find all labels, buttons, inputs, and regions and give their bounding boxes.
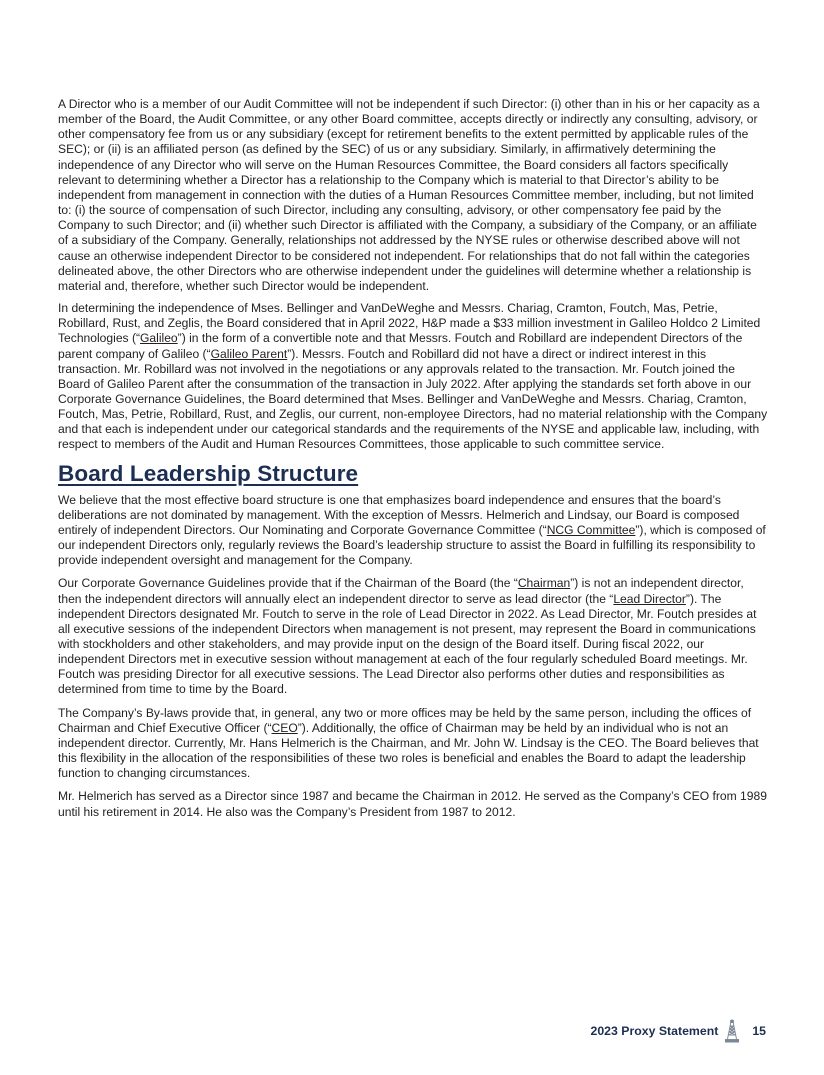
page-content	[58, 97, 768, 827]
defined-term-galileo: Galileo	[140, 331, 178, 346]
page-number: 15	[752, 1024, 766, 1038]
paragraph-audit-committee-independence: A Director who is a member of our Audit Committee will not be independent if such Director: (i) other than in his or her capacity as a member of the Board, the Audit Committee, or any other Board committee, accepts directly or indirectly any consulting, advisory, or other compensatory fee from us or any subsidiary (except for retirement benefits to the extent permitted by applicable rules of the SEC); or (ii) is an affiliated person (as defined by the SEC) of us or any subsidiary. Similarly, in affirmatively determining the independence of any Director who will serve on the Human Resources Committee, the Board considers all factors specifically relevant to determining whether a Director has a relationship to the Company which is material to that Director’s ability to be independent from management in connection with the duties of a Human Resources Committee member, including, but not limited to: (i) the source of compensation of such Director, including any consulting, advisory, or other compensatory fee paid by the Company to such Director; and (ii) whether such Director is affiliated with the Company, a subsidiary of the Company, or an affiliate of a subsidiary of the Company. Generally, relationships not addressed by the NYSE rules or otherwise described above will not cause an otherwise independent Director to be considered not independent. For relationships that do not fall within the categories delineated above, the other Directors who are otherwise independent under the guidelines will determine whether a relationship is material and, therefore, whether such Director would be independent.	[58, 97, 760, 293]
defined-term-ceo: CEO	[271, 720, 298, 735]
defined-term-galileo-parent: Galileo Parent	[210, 346, 288, 361]
paragraph-bylaws-offices: The Company’s By-laws provide that, in general, any two or more offices may be held by the same person, including the offices of Chairman and Chief Executive Officer (“CEO”). Additionally, the office of Chairman may be held by an individual who is not an independent director. Currently, Mr. Hans Helmerich is the Chairman, and Mr. John W. Lindsay is the CEO. The Board believes that this flexibility in the allocation of the responsibilities of these two roles is beneficial and enables the Board to adapt the leadership function to changing circumstances.	[58, 705, 759, 781]
page-footer	[590, 1018, 766, 1044]
paragraph-helmerich-service: Mr. Helmerich has served as a Director since 1987 and became the Chairman in 2012. He served as the Company’s CEO from 1989 until his retirement in 2014. He also was the Company’s President from 1987 to 2012.	[58, 789, 767, 819]
defined-term-ncg-committee: NCG Committee	[546, 522, 636, 537]
paragraph-lead-director: Our Corporate Governance Guidelines provide that if the Chairman of the Board (the “Chairman”) is not an independent director, then the independent directors will annually elect an independent director to serve as lead director (the “Lead Director”). The independent Directors designated Mr. Foutch to serve in the role of Lead Director in 2022. As Lead Director, Mr. Foutch presides at all executive sessions of the independent Directors when management is not present, may represent the Board in communications with stockholders and other stakeholders, and may provide input on the design of the Board itself. During fiscal 2022, our independent Directors met in executive session without management at each of the four regularly scheduled Board meetings. Mr. Foutch was presiding Director for all executive sessions. The Lead Director also performs other duties and responsibilities as determined from time to time by the Board.	[58, 576, 757, 697]
defined-term-lead-director: Lead Director	[613, 591, 686, 606]
paragraph-board-structure: We believe that the most effective board structure is one that emphasizes board independence and ensures that the board’s deliberations are not dominated by management. With the exception of Messrs. Helmerich and Lindsay, our Board is composed entirely of independent Directors. Our Nominating and Corporate Governance Committee (“NCG Committee”), which is composed of our independent Directors only, regularly reviews the Board’s leadership structure to assist the Board in fulfilling its responsibility to provide independent oversight and management for the Company.	[58, 492, 766, 568]
defined-term-chairman: Chairman	[517, 576, 571, 591]
paragraph-independence-determination: In determining the independence of Mses. Bellinger and VanDeWeghe and Messrs. Chariag, Cramton, Foutch, Mas, Petrie, Robillard, Rust, and Zeglis, the Board considered that in April 2022, H&P made a $33 million investment in Galileo Holdco 2 Limited Technologies (“Galileo”) in the form of a convertible note and that Messrs. Foutch and Robillard are independent Directors of the parent company of Galileo (“Galileo Parent”). Messrs. Foutch and Robillard did not have a direct or indirect interest in this transaction. Mr. Robillard was not involved in the negotiations or any approvals related to the transaction. Mr. Foutch joined the Board of Galileo Parent after the consummation of the transaction in July 2022. After applying the standards set forth above in our Corporate Governance Guidelines, the Board determined that Mses. Bellinger and VanDeWeghe and Messrs. Chariag, Cramton, Foutch, Mas, Petrie, Robillard, Rust, and Zeglis, our current, non-employee Directors, had no material relationship with the Company and that each is independent under our categorical standards and the requirements of the NYSE and applicable law, including, with respect to members of the Audit and Human Resources Committees, those applicable to such committee service.	[58, 301, 768, 452]
footer-title: 2023 Proxy Statement	[590, 1024, 719, 1038]
section-heading: Board Leadership Structure	[58, 460, 359, 486]
drilling-rig-icon	[724, 1018, 740, 1044]
